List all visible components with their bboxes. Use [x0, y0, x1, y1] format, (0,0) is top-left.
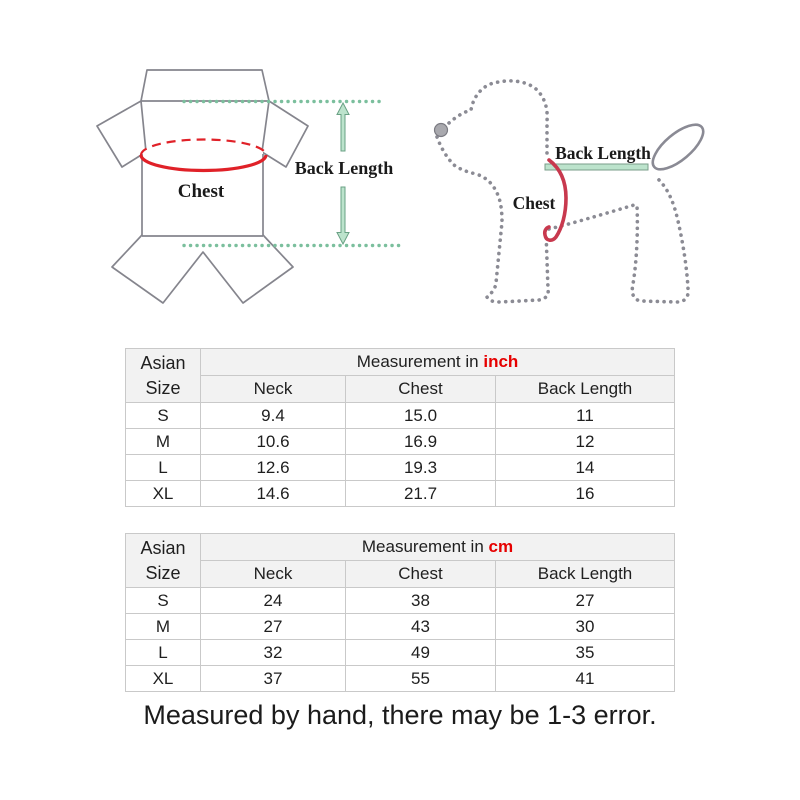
back-length-arrow-up	[337, 103, 349, 151]
col-header-neck: Neck	[201, 561, 346, 588]
value-cell: 49	[346, 640, 496, 666]
size-cell: XL	[126, 481, 201, 507]
table-row	[126, 588, 675, 614]
value-cell: 14.6	[201, 481, 346, 507]
dog-chest-label: Chest	[512, 193, 556, 213]
value-cell: 41	[496, 666, 675, 692]
col-header-neck: Neck	[201, 376, 346, 403]
table-row	[126, 429, 675, 455]
value-cell: 32	[201, 640, 346, 666]
corner-header: Asian Size	[126, 534, 201, 588]
value-cell: 16	[496, 481, 675, 507]
measurement-prefix: Measurement in	[361, 537, 484, 556]
value-cell: 35	[496, 640, 675, 666]
unit-label: cm	[488, 537, 514, 556]
value-cell: 11	[496, 403, 675, 429]
dog-back-length-label: Back Length	[555, 143, 651, 163]
col-header-chest: Chest	[346, 561, 496, 588]
garment-diagram	[60, 45, 420, 320]
value-cell: 10.6	[201, 429, 346, 455]
size-cell: S	[126, 403, 201, 429]
value-cell: 43	[346, 614, 496, 640]
garment-chest-label: Chest	[177, 181, 225, 202]
value-cell: 55	[346, 666, 496, 692]
value-cell: 12	[496, 429, 675, 455]
value-cell: 9.4	[201, 403, 346, 429]
dog-outline	[437, 81, 688, 302]
measurement-prefix: Measurement in	[356, 352, 479, 371]
size-cell: XL	[126, 666, 201, 692]
size-cell: L	[126, 640, 201, 666]
size-cell: M	[126, 614, 201, 640]
value-cell: 38	[346, 588, 496, 614]
value-cell: 24	[201, 588, 346, 614]
garment-back-length-label: Back Length	[294, 158, 394, 178]
table-row	[126, 666, 675, 692]
value-cell: 19.3	[346, 455, 496, 481]
value-cell: 12.6	[201, 455, 346, 481]
value-cell: 30	[496, 614, 675, 640]
garment-collar	[141, 70, 269, 101]
size-cell: L	[126, 455, 201, 481]
garment-sleeve-left	[97, 101, 146, 167]
table-row	[126, 403, 675, 429]
value-cell: 15.0	[346, 403, 496, 429]
dog-nose	[435, 124, 448, 137]
col-header-back-length: Back Length	[496, 376, 675, 403]
size-table-inch	[125, 348, 675, 507]
measurement-disclaimer: Measured by hand, there may be 1-3 error.	[143, 700, 657, 730]
measurement-header	[201, 349, 675, 376]
table-row	[126, 614, 675, 640]
size-cell: S	[126, 588, 201, 614]
col-header-chest: Chest	[346, 376, 496, 403]
dog-tail	[646, 117, 710, 177]
table-row	[126, 455, 675, 481]
value-cell: 27	[496, 588, 675, 614]
back-length-measure-line	[545, 164, 648, 170]
value-cell: 37	[201, 666, 346, 692]
table-row	[126, 481, 675, 507]
dog-diagram	[415, 55, 725, 315]
table-row	[126, 640, 675, 666]
value-cell: 16.9	[346, 429, 496, 455]
value-cell: 27	[201, 614, 346, 640]
measurement-header	[201, 534, 675, 561]
col-header-back-length: Back Length	[496, 561, 675, 588]
corner-header: Asian Size	[126, 349, 201, 403]
unit-label: inch	[483, 352, 519, 371]
value-cell: 21.7	[346, 481, 496, 507]
value-cell: 14	[496, 455, 675, 481]
back-length-arrow-down	[337, 187, 349, 244]
size-table-cm	[125, 533, 675, 692]
size-cell: M	[126, 429, 201, 455]
